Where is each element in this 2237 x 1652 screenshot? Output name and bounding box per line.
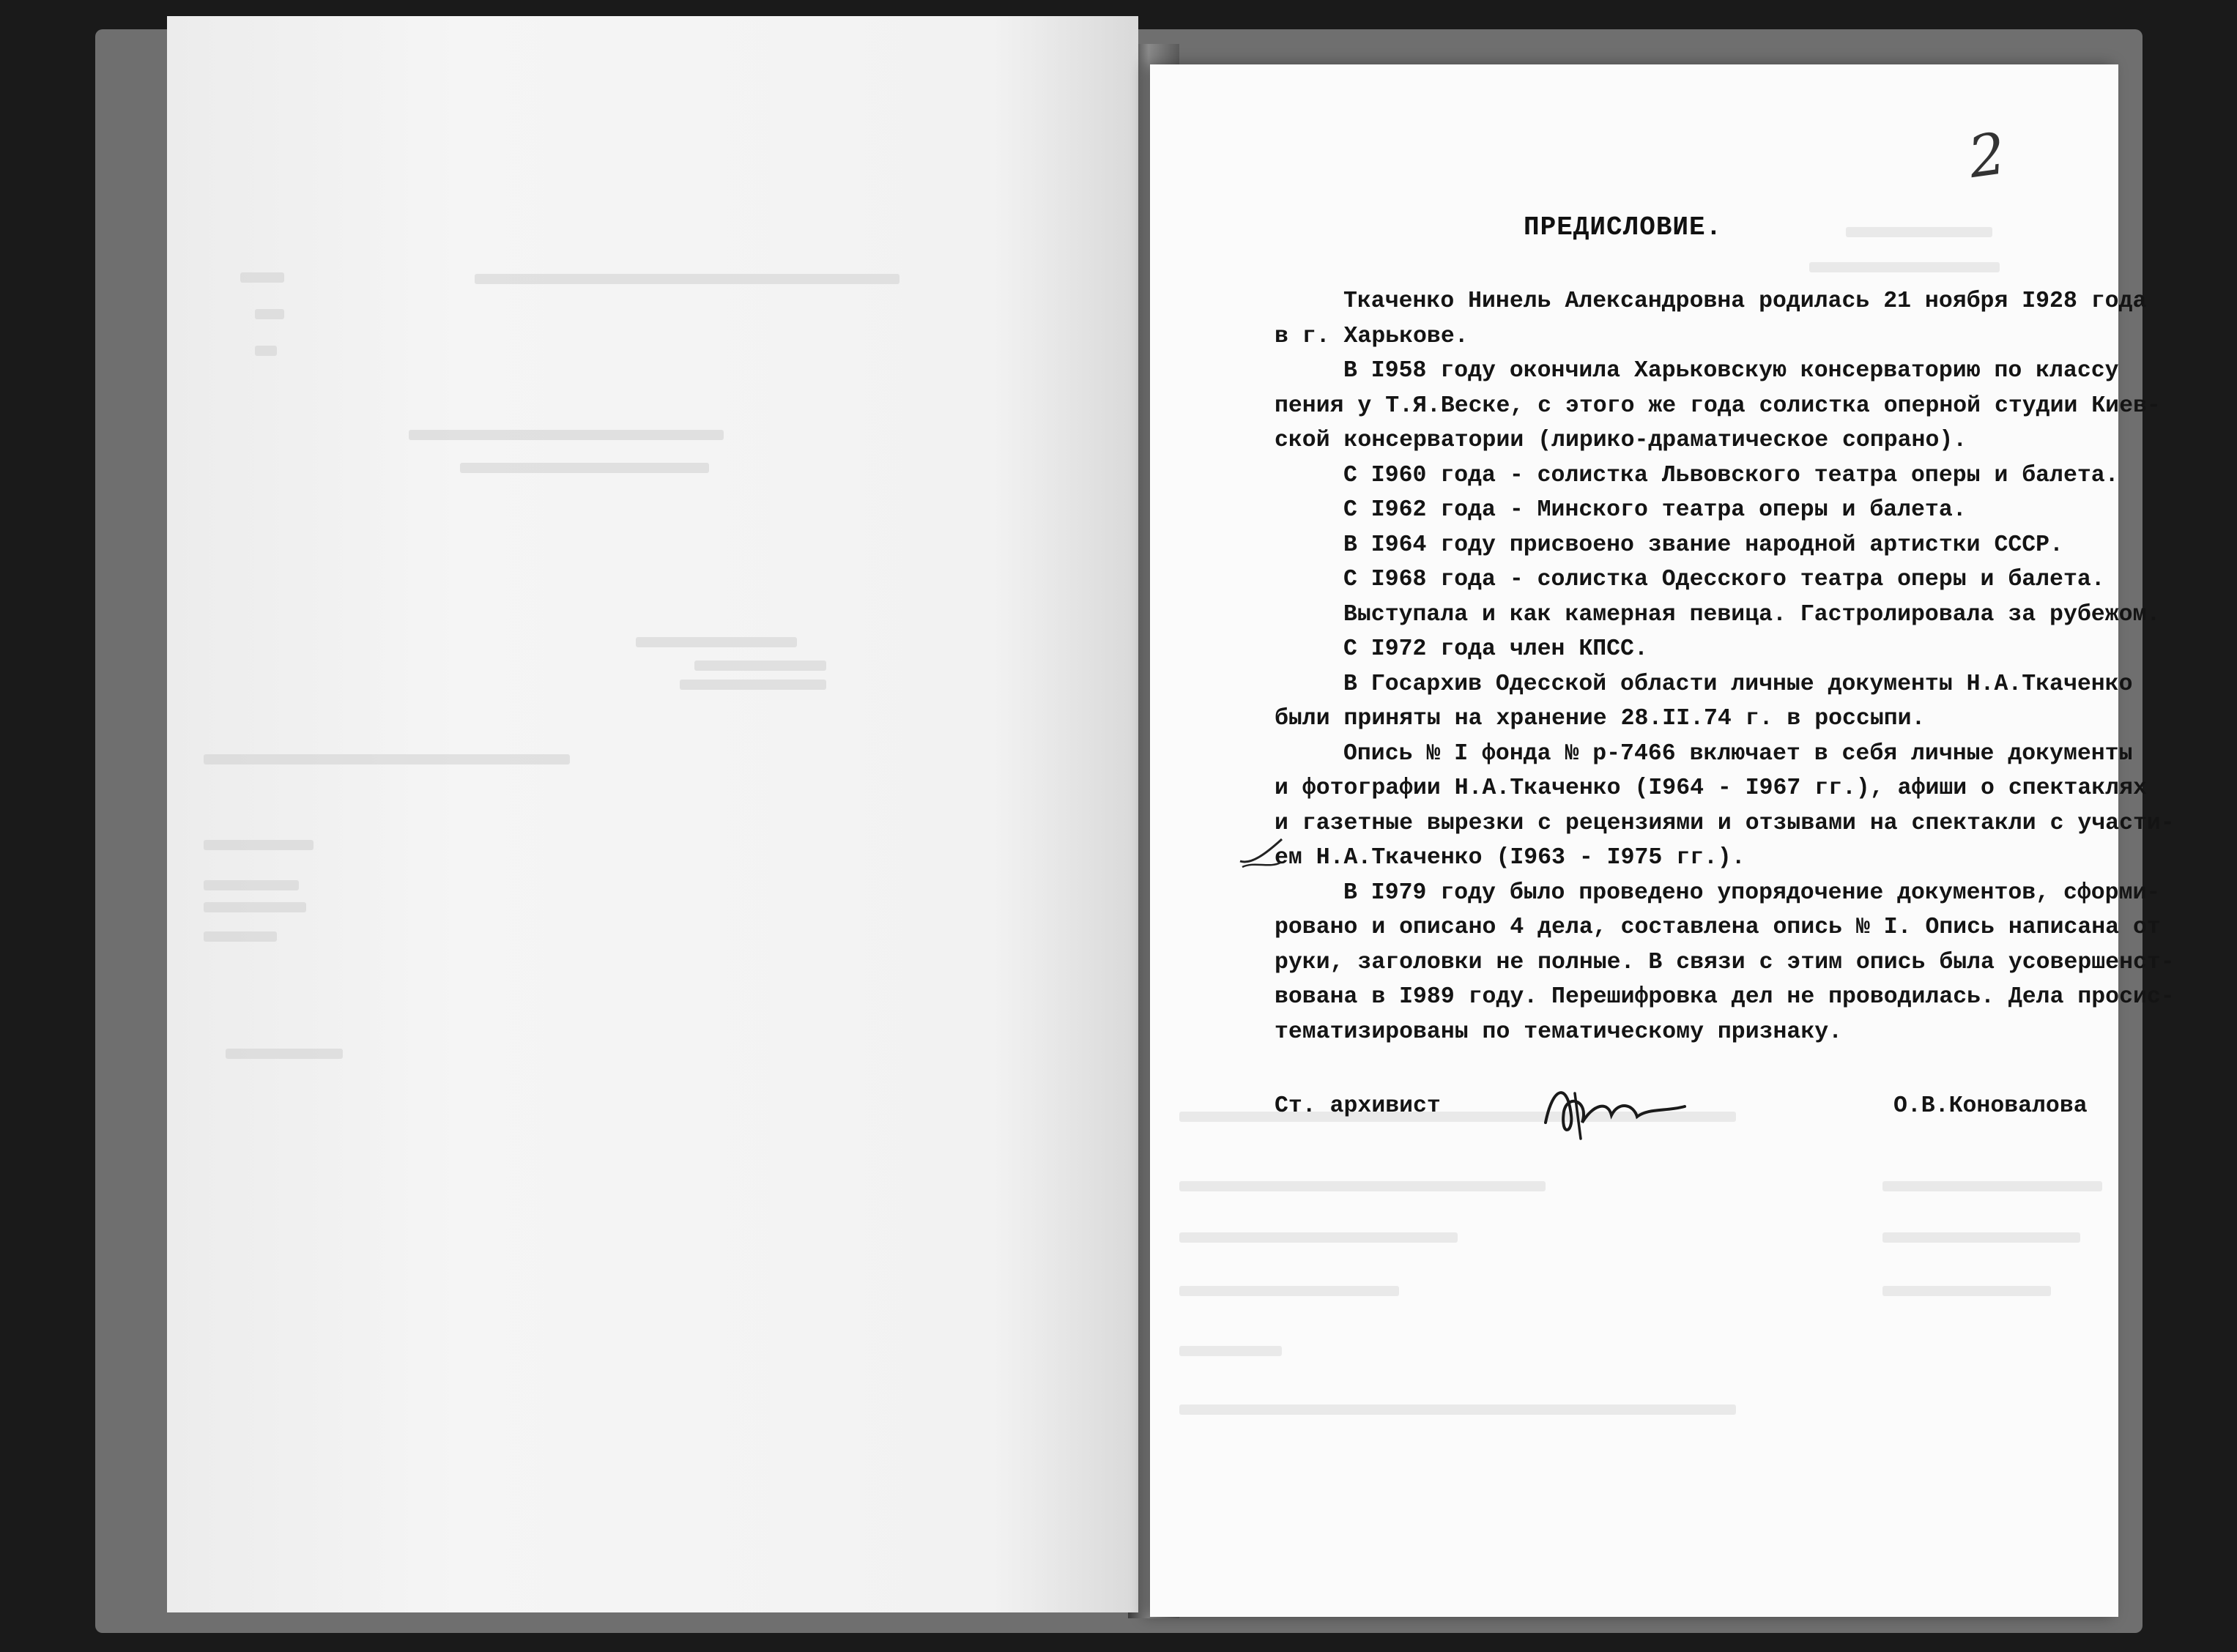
text-line: Опись № I фонда № р-7466 включает в себя личные документы bbox=[1343, 740, 2133, 767]
left-page-reverse bbox=[167, 16, 1138, 1612]
text-line: руки, заголовки не полные. В связи с этим опись была усовершенст- bbox=[1275, 949, 2175, 975]
text-line: Ткаченко Нинель Александровна родилась 21 ноября I928 года bbox=[1343, 289, 2147, 314]
text-line: ем Н.А.Ткаченко (I963 - I975 гг.). bbox=[1275, 845, 1746, 871]
preface-page bbox=[1150, 64, 2175, 1617]
text-line: пения у Т.Я.Веске, с этого же года солистка оперной студии Киев- bbox=[1275, 392, 2161, 419]
text-line: В I964 году присвоено звание народной артистки СССР. bbox=[1343, 532, 2063, 558]
text-line: ской консерватории (лирико-драматическое сопрано). bbox=[1275, 428, 1967, 453]
text-line: и фотографии Н.А.Ткаченко (I964 - I967 гг.), афиши о спектаклях bbox=[1275, 775, 2147, 801]
text-line: В Госархив Одесской области личные документы Н.А.Ткаченко bbox=[1343, 671, 2133, 697]
text-line: В I958 году окончила Харьковскую консерваторию по классу bbox=[1343, 358, 2119, 384]
handwritten-mark bbox=[1236, 832, 1288, 876]
text-line: С I960 года - солистка Львовского театра оперы и балета. bbox=[1343, 462, 2119, 488]
text-line: вована в I989 году. Перешифровка дел не проводилась. Дела просис- bbox=[1275, 984, 2175, 1010]
signer-name: О.В.Коновалова bbox=[1893, 1093, 2088, 1119]
text-line: и газетные вырезки с рецензиями и отзывами на спектакли с участи- bbox=[1275, 810, 2175, 836]
preface-body bbox=[1275, 284, 2175, 1049]
signer-position: Ст. архивист bbox=[1275, 1093, 1441, 1119]
page-title: ПРЕДИСЛОВИЕ. bbox=[1524, 212, 1723, 242]
text-line: были приняты на хранение 28.II.74 г. в россыпи. bbox=[1275, 706, 1926, 732]
signature-block bbox=[1275, 1093, 2117, 1137]
text-line: Выступала и как камерная певица. Гастролировала за рубежом. bbox=[1343, 601, 2161, 628]
text-line: С I968 года - солистка Одесского театра оперы и балета. bbox=[1343, 567, 2105, 592]
text-line: В I979 году было проведено упорядочение документов, сформи- bbox=[1343, 879, 2161, 906]
text-line: тематизированы по тематическому признаку. bbox=[1275, 1019, 1843, 1045]
bleed-through-text bbox=[167, 16, 1138, 1612]
text-line: С I972 года член КПСС. bbox=[1343, 636, 1648, 662]
text-line: в г. Харькове. bbox=[1275, 323, 1469, 349]
text-line: ровано и описано 4 дела, составлена опись № I. Опись написана от bbox=[1275, 915, 2161, 940]
page-number: 2 bbox=[1964, 120, 2010, 192]
signature-icon bbox=[1538, 1071, 1692, 1145]
text-line: С I962 года - Минского театра оперы и балета. bbox=[1343, 497, 1967, 523]
